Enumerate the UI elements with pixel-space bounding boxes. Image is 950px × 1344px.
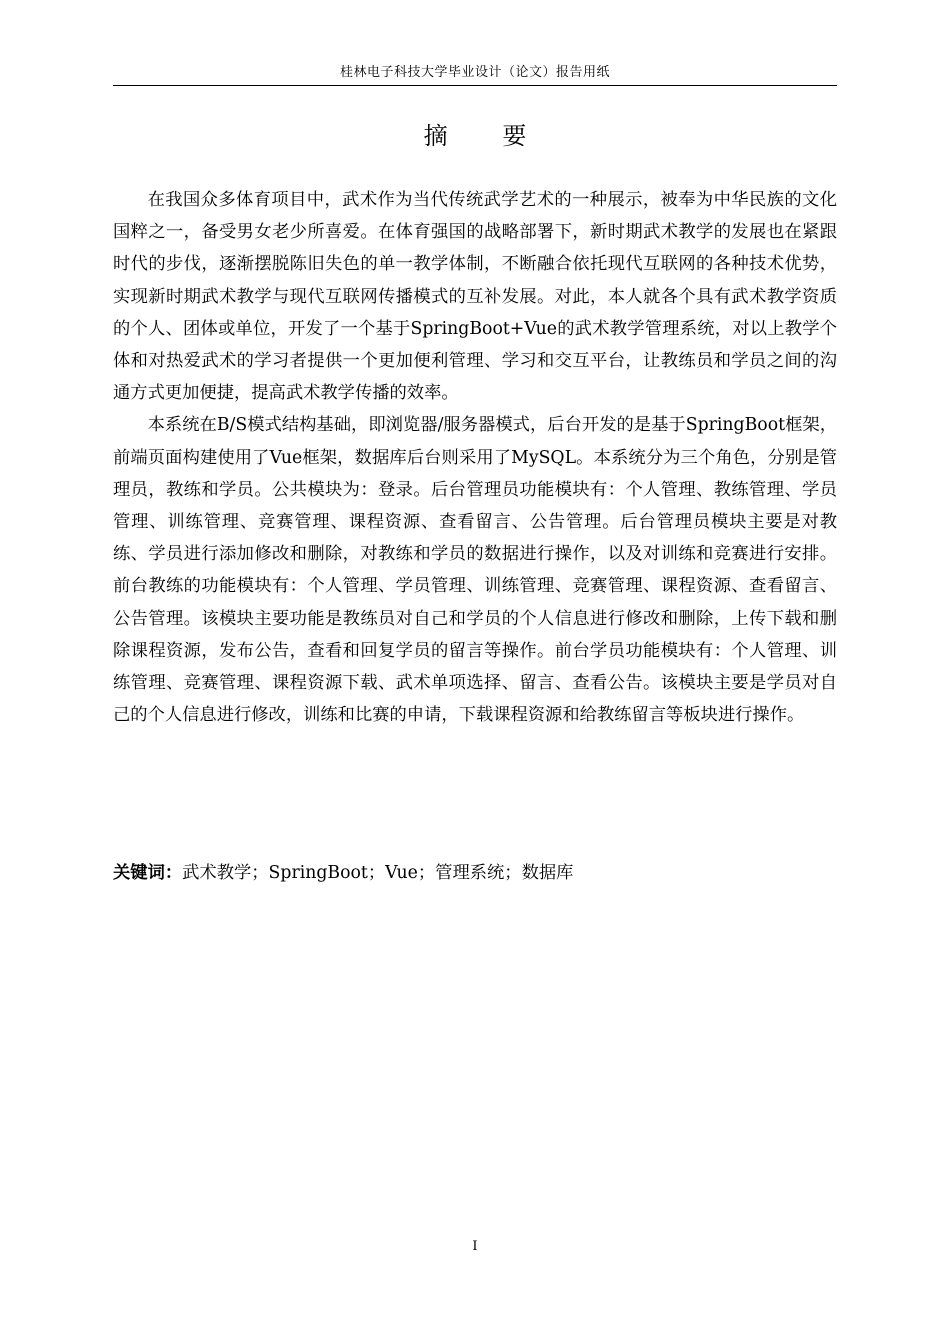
page-title: 摘 要 [423,122,541,150]
running-header: 桂林电子科技大学毕业设计（论文）报告用纸 [339,65,610,80]
keywords-label: 关键词： [113,863,183,883]
abstract-paragraph-1: 在我国众多体育项目中，武术作为当代传统武学艺术的一种展示，被奉为中华民族的文化国粹之一，备受男女老少所喜爱。在体育强国的战略部署下，新时期武术教学的发展也在紧跟时代的步伐，逐渐摆脱陈旧失色的单一教学体制，不断融合依托现代互联网的各种技术优势，实现新时期武术教学与现代互联网传播模式的互补发展。对此，本人就各个具有武术教学资质的个人、团体或单位，开发了一个基于SpringBoot+Vue的武术教学管理系统，对以上教学个体和对热爱武术的学习者提供一个更加便利管理、学习和交互平台，让教练员和学员之间的沟通方式更加便捷，提高武术教学传播的效率。 [113,190,837,404]
abstract-body [113,184,837,731]
header-rule [113,85,837,86]
keywords-text: 武术教学；SpringBoot；Vue；管理系统；数据库 [182,863,574,883]
keywords-line [113,858,837,888]
page-number: I [472,1239,478,1254]
abstract-paragraph-2: 本系统在B/S模式结构基础，即浏览器/服务器模式，后台开发的是基于SpringBoot框架，前端页面构建使用了Vue框架，数据库后台则采用了MySQL。本系统分为三个角色，分别是管理员，教练和学员。公共模块为：登录。后台管理员功能模块有：个人管理、教练管理、学员管理、训练管理、竞赛管理、课程资源、查看留言、公告管理。后台管理员模块主要是对教练、学员进行添加修改和删除，对教练和学员的数据进行操作，以及对训练和竞赛进行安排。前台教练的功能模块有：个人管理、学员管理、训练管理、竞赛管理、课程资源、查看留言、公告管理。该模块主要功能是教练员对自己和学员的个人信息进行修改和删除，上传下载和删除课程资源，发布公告，查看和回复学员的留言等操作。前台学员功能模块有：个人管理、训练管理、竞赛管理、课程资源下载、武术单项选择、留言、查看公告。该模块主要是学员对自己的个人信息进行修改，训练和比赛的申请，下载课程资源和给教练留言等板块进行操作。 [113,415,837,726]
